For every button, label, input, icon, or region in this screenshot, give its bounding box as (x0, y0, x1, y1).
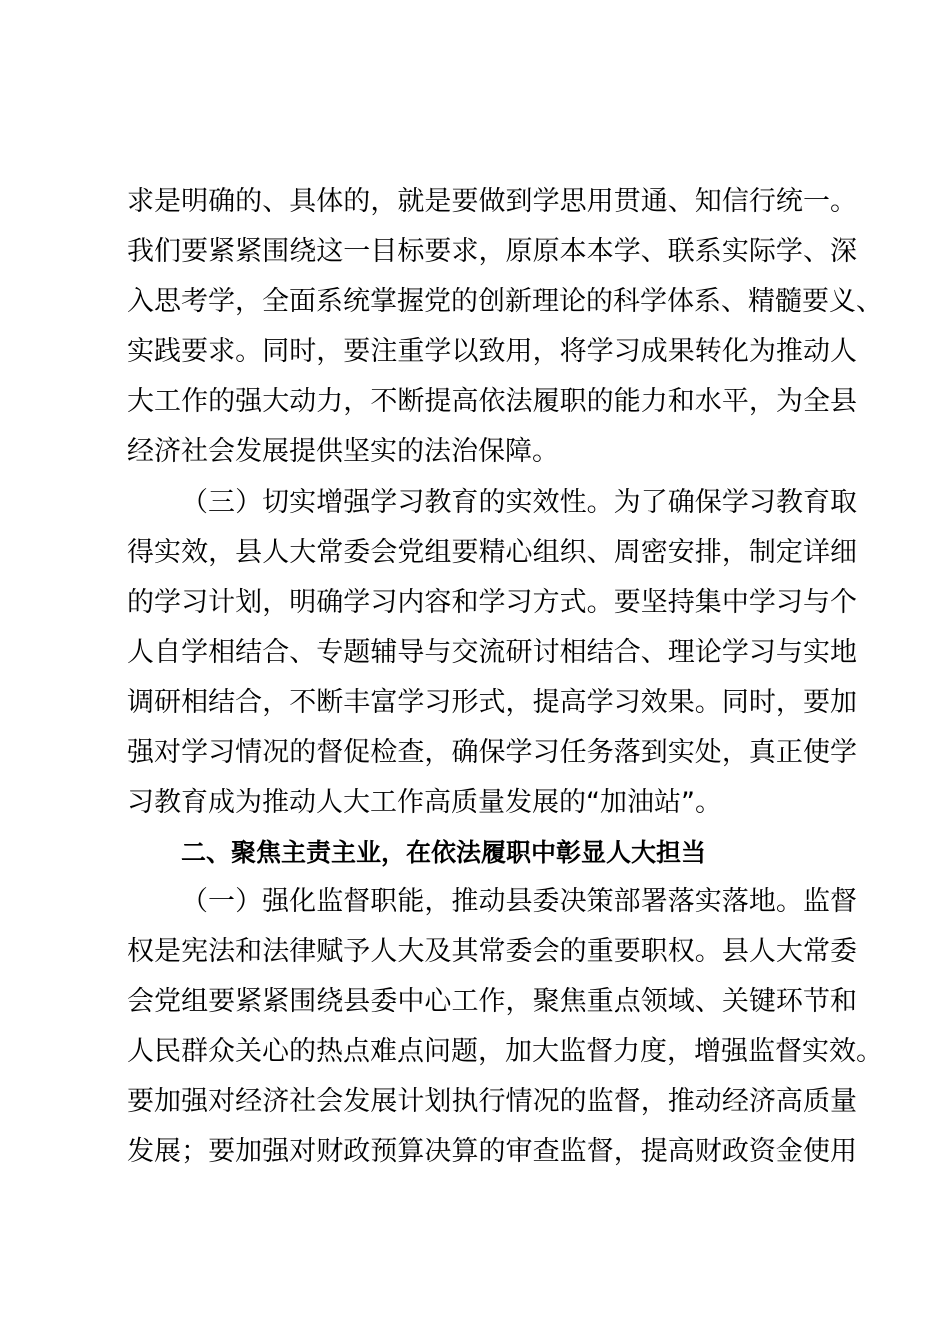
text-line: 入思考学，全面系统掌握党的创新理论的科学体系、精髓要义、 (127, 286, 883, 317)
text-line: 人民群众关心的热点难点问题，加大监督力度，增强监督实效。 (127, 1036, 883, 1067)
text-line: （一）强化监督职能，推动县委决策部署落实落地。监督 (181, 886, 857, 917)
text-line: 实践要求。同时，要注重学以致用，将学习成果转化为推动人 (127, 336, 857, 367)
text-line: 的学习计划，明确学习内容和学习方式。要坚持集中学习与个 (127, 587, 857, 618)
text-line: 强对学习情况的督促检查，确保学习任务落到实处，真正使学 (127, 737, 857, 768)
section-heading: 二、聚焦主责主业，在依法履职中彰显人大担当 (181, 838, 707, 867)
text-line: 得实效，县人大常委会党组要精心组织、周密安排，制定详细 (127, 537, 857, 568)
text-line: 习教育成为推动人大工作高质量发展的“加油站”。 (127, 787, 722, 818)
text-line: 权是宪法和法律赋予人大及其常委会的重要职权。县人大常委 (127, 936, 857, 967)
text-line: 经济社会发展提供坚实的法治保障。 (127, 436, 559, 467)
text-line: （三）切实增强学习教育的实效性。为了确保学习教育取 (181, 487, 857, 518)
text-line: 要加强对经济社会发展计划执行情况的监督，推动经济高质量 (127, 1086, 857, 1117)
text-line: 发展；要加强对财政预算决算的审查监督，提高财政资金使用 (127, 1136, 857, 1167)
text-line: 大工作的强大动力，不断提高依法履职的能力和水平，为全县 (127, 386, 857, 417)
text-line: 调研相结合，不断丰富学习形式，提高学习效果。同时，要加 (127, 687, 857, 718)
text-line: 求是明确的、具体的，就是要做到学思用贯通、知信行统一。 (127, 186, 857, 217)
text-line: 我们要紧紧围绕这一目标要求，原原本本学、联系实际学、深 (127, 236, 857, 267)
text-line: 人自学相结合、专题辅导与交流研讨相结合、理论学习与实地 (127, 637, 857, 668)
text-line: 会党组要紧紧围绕县委中心工作，聚焦重点领域、关键环节和 (127, 986, 857, 1017)
